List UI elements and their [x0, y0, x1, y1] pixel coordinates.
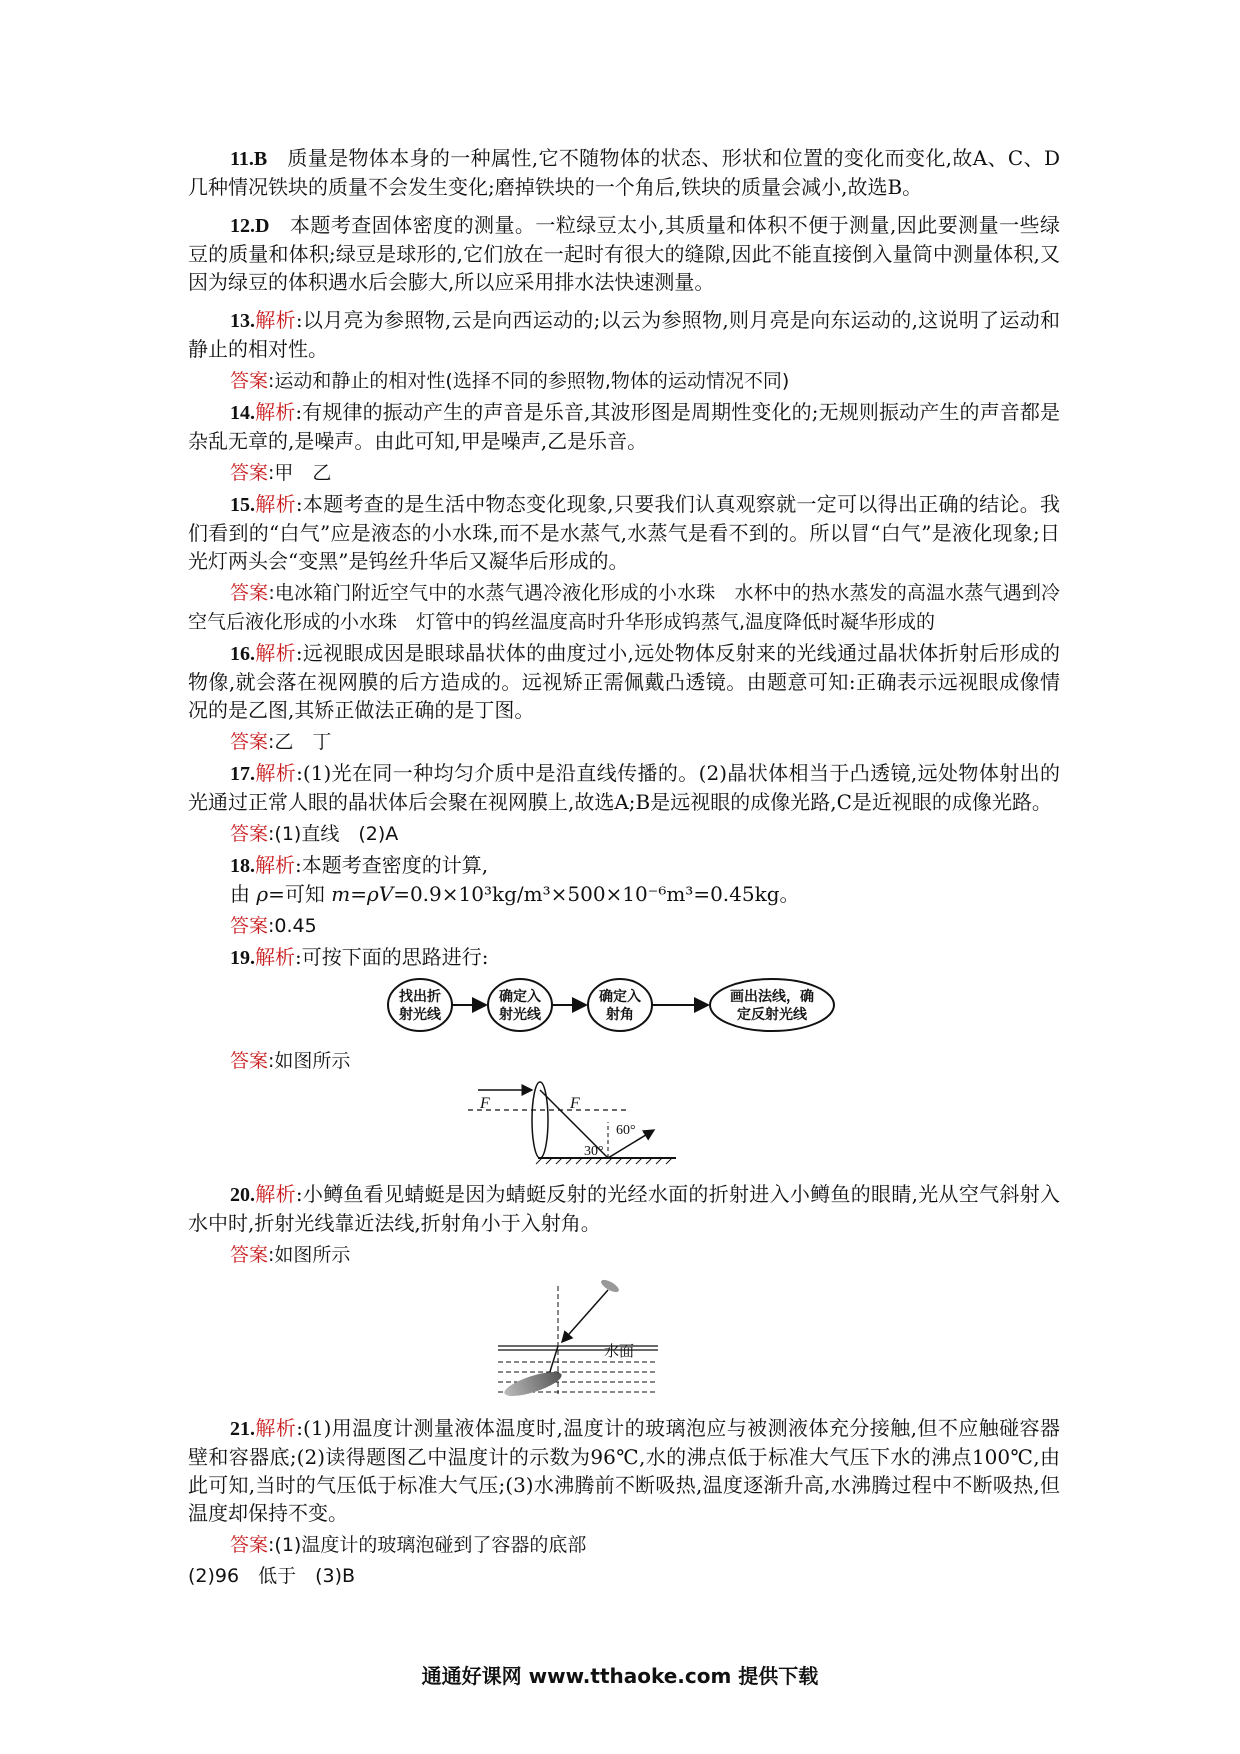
flow-text-1a: 找出折 — [399, 989, 441, 1005]
q14-number: 14. — [230, 402, 255, 424]
q18-formula — [188, 880, 1060, 908]
flow-text-3b: 射角 — [606, 1007, 634, 1023]
incident-ray — [562, 1290, 608, 1342]
q19-flowchart — [188, 972, 1060, 1038]
q19-number: 19. — [230, 947, 255, 969]
focus-label-right: F — [570, 1095, 580, 1112]
q16-answer — [188, 727, 1060, 756]
q12-paragraph — [188, 211, 1060, 296]
q16-text: :远视眼成因是眼球晶状体的曲度过小,远处物体反射来的光线通过晶状体折射后形成的物像,就会落在视网膜的后方造成的。远视矫正需佩戴凸透镜。由题意可知:正确表示远视眼成像情况的是乙图,其矫正做法正确的是丁图。 — [188, 641, 1060, 722]
q15-number: 15. — [230, 494, 255, 516]
flow-node-3 — [588, 979, 652, 1031]
q20-analysis-label: 解析 — [255, 1182, 296, 1206]
q16-answer-label: 答案 — [230, 731, 269, 753]
q17-answer — [188, 819, 1060, 848]
flowchart-svg — [188, 972, 1060, 1038]
q18-formula-d: =0.9×10³kg/m³×500×10⁻⁶m³=0.45kg。 — [393, 882, 800, 906]
q19-answer — [188, 1046, 1060, 1075]
q18-rho: ρ — [256, 882, 269, 906]
q16-paragraph — [188, 639, 1060, 724]
q19-answer-text: :如图所示 — [268, 1050, 351, 1072]
q20-answer — [188, 1240, 1060, 1269]
q14-paragraph — [188, 398, 1060, 455]
q15-answer — [188, 578, 1060, 636]
q13-analysis-label: 解析 — [255, 308, 296, 332]
convex-lens — [532, 1082, 548, 1158]
flow-text-4a: 画出法线，确 — [730, 989, 814, 1005]
angle-60-label: 60° — [616, 1123, 636, 1138]
q19-analysis-label: 解析 — [255, 945, 295, 969]
q17-analysis-label: 解析 — [255, 761, 297, 785]
q18-paragraph — [188, 851, 1060, 880]
q13-answer-text: :运动和静止的相对性(选择不同的参照物,物体的运动情况不同) — [268, 370, 790, 392]
q13-text: :以月亮为参照物,云是向西运动的;以云为参照物,则月亮是向东运动的,这说明了运动和静止的相对性。 — [188, 308, 1060, 361]
q21-answer-text: :(1)温度计的玻璃泡碰到了容器的底部 — [268, 1534, 587, 1556]
water-surface-label: 水面 — [604, 1342, 635, 1360]
q11-text: 质量是物体本身的一种属性,它不随物体的状态、形状和位置的变化而变化,故A、C、D几种情况铁块的质量不会发生变化;磨掉铁块的一个角后,铁块的质量会减小,故选B。 — [188, 146, 1060, 199]
q14-answer-text: :甲 乙 — [268, 462, 332, 484]
q13-number: 13. — [230, 310, 255, 332]
q20-answer-label: 答案 — [230, 1244, 269, 1266]
q20-water-figure — [188, 1272, 1060, 1408]
q19-paragraph — [188, 943, 1060, 972]
q18-formula-b: =可知 — [268, 882, 332, 906]
q20-text: :小鳟鱼看见蜻蜓是因为蜻蜓反射的光经水面的折射进入小鳟鱼的眼睛,光从空气斜射入水中时,折射光线靠近法线,折射角小于入射角。 — [188, 1182, 1060, 1235]
focus-label-left: F — [480, 1095, 490, 1112]
q17-answer-text: :(1)直线 (2)A — [268, 823, 399, 845]
q18-formula-a: 由 — [230, 882, 257, 906]
flow-text-1b: 射光线 — [399, 1007, 441, 1023]
q18-rhov: ρV — [366, 882, 394, 906]
water-svg — [188, 1272, 1060, 1408]
q18-answer — [188, 911, 1060, 940]
q14-answer-label: 答案 — [230, 462, 269, 484]
q11-paragraph — [188, 144, 1060, 201]
q20-answer-text: :如图所示 — [268, 1244, 351, 1266]
q20-number: 20. — [230, 1184, 255, 1206]
q12-text: 本题考查固体密度的测量。一粒绿豆太小,其质量和体积不便于测量,因此要测量一些绿豆的质量和体积;绿豆是球形的,它们放在一起时有很大的缝隙,因此不能直接倒入量筒中测量体积,又因为绿豆的体积遇水后会膨大,所以应采用排水法快速测量。 — [188, 213, 1060, 294]
q18-answer-label: 答案 — [230, 915, 269, 937]
q13-answer — [188, 366, 1060, 395]
q21-paragraph — [188, 1414, 1060, 1527]
flow-text-4b: 定反射光线 — [737, 1007, 807, 1023]
q21-answer-line2: (2)96 低于 (3)B — [188, 1565, 356, 1587]
flow-text-2b: 射光线 — [499, 1007, 541, 1023]
lens-svg — [188, 1078, 1060, 1166]
q15-text: :本题考查的是生活中物态变化现象,只要我们认真观察就一定可以得出正确的结论。我们看到的“白气”应是液态的小水珠,而不是水蒸气,水蒸气是看不到的。所以冒“白气”是液化现象;日光灯两头会“变黑”是钨丝升华后又凝华后形成的。 — [188, 492, 1060, 573]
q18-number: 18. — [230, 855, 255, 877]
q16-answer-text: :乙 丁 — [268, 731, 332, 753]
q21-number: 21. — [230, 1418, 255, 1440]
angle-30-label: 30° — [584, 1144, 604, 1159]
q14-answer — [188, 458, 1060, 487]
dragonfly — [599, 1278, 620, 1295]
flow-node-4 — [710, 979, 834, 1031]
q17-text: :(1)光在同一种均匀介质中是沿直线传播的。(2)晶状体相当于凸透镜,远处物体射出的光通过正常人眼的晶状体后会聚在视网膜上,故选A;B是远视眼的成像光路,C是近视眼的成像光路。 — [188, 761, 1060, 814]
q17-answer-label: 答案 — [230, 823, 269, 845]
q21-answer-label: 答案 — [230, 1534, 269, 1556]
q18-answer-text: :0.45 — [268, 915, 317, 937]
flow-node-1 — [388, 979, 452, 1031]
q14-text: :有规律的振动产生的声音是乐音,其波形图是周期性变化的;无规则振动产生的声音都是杂乱无章的,是噪声。由此可知,甲是噪声,乙是乐音。 — [188, 400, 1060, 453]
q15-answer-text: :电冰箱门附近空气中的水蒸气遇冷液化形成的小水珠 水杯中的热水蒸发的高温水蒸气遇到冷空气后液化形成的小水珠 灯管中的钨丝温度高时升华形成钨蒸气,温度降低时凝华形成的 — [188, 582, 1060, 633]
q21-answer — [188, 1530, 1060, 1559]
q17-number: 17. — [230, 763, 255, 785]
q13-paragraph — [188, 306, 1060, 363]
q17-paragraph — [188, 759, 1060, 816]
q18-m: m — [331, 882, 351, 906]
q20-paragraph — [188, 1180, 1060, 1237]
q11-number: 11.B — [230, 148, 268, 170]
q18-text: :本题考查密度的计算, — [295, 853, 489, 877]
q12-number: 12.D — [230, 215, 270, 237]
footer-credit: 通通好课网 www.tthaoke.com 提供下载 — [421, 1664, 819, 1688]
answer-page — [188, 144, 1060, 1590]
q18-formula-c: = — [350, 882, 367, 906]
q16-analysis-label: 解析 — [255, 641, 296, 665]
q15-paragraph — [188, 490, 1060, 575]
flow-text-2a: 确定入 — [499, 989, 541, 1005]
q19-lens-figure — [188, 1078, 1060, 1166]
q21-text: :(1)用温度计测量液体温度时,温度计的玻璃泡应与被测液体充分接触,但不应触碰容器壁和容器底;(2)读得题图乙中温度计的示数为96℃,水的沸点低于标准大气压下水的沸点100℃,由此可知,当时的气压低于标准大气压;(3)水沸腾前不断吸热,温度逐渐升高,水沸腾过程中不断吸热,但温度却保持不变。 — [188, 1416, 1060, 1525]
q18-analysis-label: 解析 — [255, 853, 295, 877]
q16-number: 16. — [230, 643, 255, 665]
flow-node-2 — [488, 979, 552, 1031]
q21-analysis-label: 解析 — [255, 1416, 297, 1440]
q14-analysis-label: 解析 — [255, 400, 296, 424]
q19-text: :可按下面的思路进行: — [295, 945, 489, 969]
flow-text-3a: 确定入 — [599, 989, 641, 1005]
q19-answer-label: 答案 — [230, 1050, 269, 1072]
q15-answer-label: 答案 — [230, 582, 269, 604]
q15-analysis-label: 解析 — [255, 492, 296, 516]
q13-answer-label: 答案 — [230, 370, 269, 392]
